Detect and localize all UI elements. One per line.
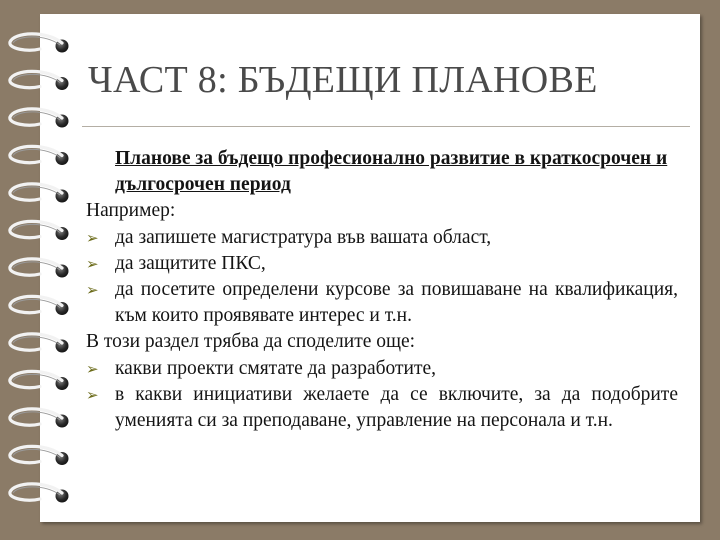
arrow-bullet-icon: ➢	[86, 385, 99, 404]
spiral-ring	[10, 259, 69, 278]
bullet-item	[86, 277, 678, 329]
bullet-text: да запишете магистратура във вашата област,	[115, 226, 492, 248]
bullet-item	[86, 382, 678, 434]
intro-text-1: Например:	[86, 200, 176, 222]
spiral-ring	[10, 184, 69, 203]
arrow-bullet-icon: ➢	[86, 228, 99, 247]
spiral-ring	[10, 296, 69, 315]
bullet-text: да посетите определени курсове за повишаване на квалификация, към които проявявате интерес и т.н.	[115, 279, 678, 327]
arrow-bullet-icon: ➢	[86, 254, 99, 273]
spiral-ring	[10, 334, 69, 353]
arrow-bullet-icon: ➢	[86, 359, 99, 378]
slide-title: ЧАСТ 8: БЪДЕЩИ ПЛАНОВЕ	[88, 59, 598, 101]
spiral-ring	[10, 109, 69, 128]
spiral-ring	[10, 484, 69, 503]
spiral-binding-icon	[0, 0, 80, 540]
section-heading: Планове за бъдещо професионално развитие в краткосрочен и дългосрочен период	[115, 148, 668, 196]
arrow-bullet-icon: ➢	[86, 281, 99, 300]
spiral-ring	[10, 371, 69, 390]
spiral-ring	[10, 71, 69, 90]
bullet-text: в какви инициативи желаете да се включите, за да подобрите уменията си за преподаване, управление на персонала и т.н.	[115, 383, 678, 432]
spiral-ring	[10, 446, 69, 465]
bullet-item	[86, 251, 678, 277]
bullet-item	[86, 225, 678, 251]
slide-body	[86, 146, 678, 434]
intro-text-2: В този раздел трябва да споделите още:	[86, 331, 416, 353]
spiral-ring	[10, 409, 69, 428]
bullet-item	[86, 356, 678, 382]
spiral-ring	[10, 221, 69, 240]
spiral-ring	[10, 34, 69, 53]
spiral-ring	[10, 146, 69, 165]
bullet-text: какви проекти смятате да разработите,	[115, 357, 437, 379]
bullet-text: да защитите ПКС,	[115, 252, 266, 274]
title-divider	[82, 126, 690, 127]
